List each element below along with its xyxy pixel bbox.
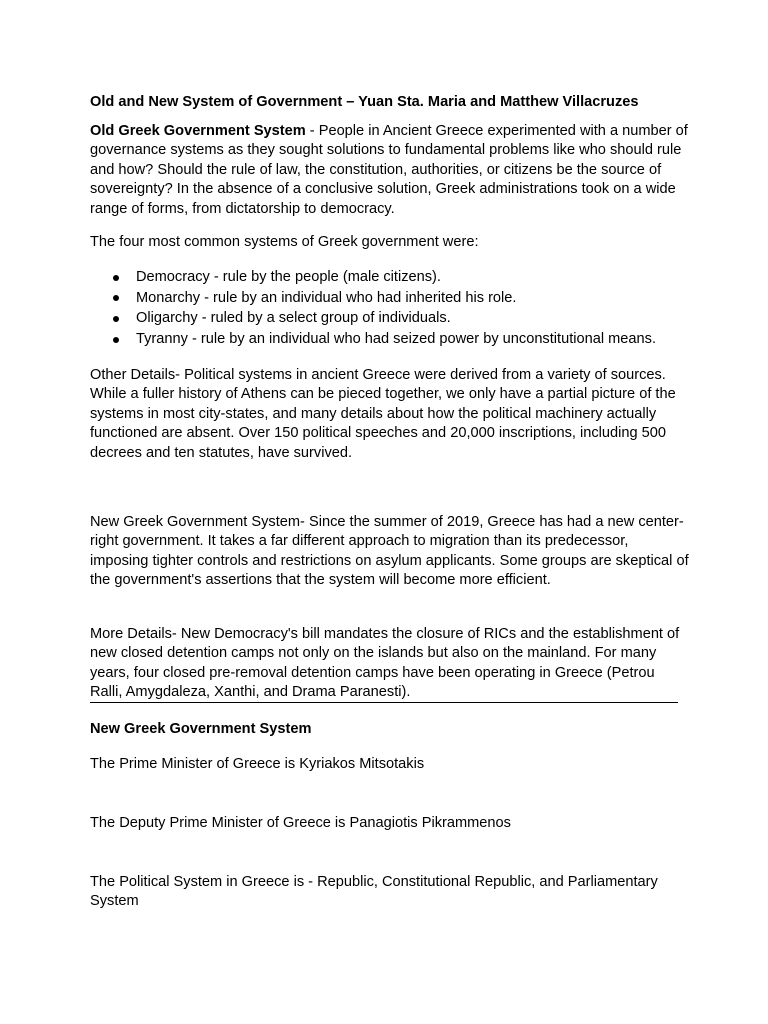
list-item xyxy=(90,288,690,309)
bullet-icon xyxy=(113,316,119,322)
horizontal-divider xyxy=(90,702,678,703)
new-system-paragraph: New Greek Government System- Since the summer of 2019, Greece has had a new center-right government. It takes a far different approach to migration than its predecessor, imposing tighter controls and restrictions on asylum applicants. Some groups are skeptical of the government's assertions that the system will become more efficient. xyxy=(90,514,689,589)
political-system-line: The Political System in Greece is - Republic, Constitutional Republic, and Parliamentary System xyxy=(90,874,658,910)
old-system-paragraph xyxy=(90,122,690,219)
systems-list xyxy=(90,267,690,350)
deputy-pm-line: The Deputy Prime Minister of Greece is Panagiotis Pikrammenos xyxy=(90,815,511,831)
list-item-text: Monarchy - rule by an individual who had inherited his role. xyxy=(136,289,517,306)
bullet-icon xyxy=(113,295,119,301)
four-systems-intro: The four most common systems of Greek government were: xyxy=(90,234,479,250)
list-item xyxy=(90,308,690,329)
document-title: Old and New System of Government – Yuan Sta. Maria and Matthew Villacruzes xyxy=(90,94,639,110)
new-system-section-heading: New Greek Government System xyxy=(90,721,312,737)
old-system-heading: Old Greek Government System xyxy=(90,123,306,139)
other-details-paragraph: Other Details- Political systems in ancient Greece were derived from a variety of sources. While a fuller history of Athens can be pieced together, we only have a partial picture of the systems in most city-states, and many details about how the political machinery actually functioned are absent. Over 150 political speeches and 20,000 inscriptions, including 500 decrees and ten statutes, have survived. xyxy=(90,367,676,461)
list-item xyxy=(90,329,690,350)
list-item-text: Tyranny - rule by an individual who had seized power by unconstitutional means. xyxy=(136,331,656,348)
prime-minister-line: The Prime Minister of Greece is Kyriakos Mitsotakis xyxy=(90,756,425,772)
list-item-text: Democracy - rule by the people (male citizens). xyxy=(136,269,441,285)
list-item-text: Oligarchy - ruled by a select group of individuals. xyxy=(136,310,451,327)
more-details-paragraph: More Details- New Democracy's bill mandates the closure of RICs and the establishment of new closed detention camps not only on the islands but also on the mainland. For many years, four closed pre-removal detention camps have been operating in Greece (Petrou Ralli, Amygdaleza, Xanthi, and Drama Paranesti). xyxy=(90,626,680,701)
bullet-icon xyxy=(113,275,119,281)
bullet-icon xyxy=(113,337,119,343)
list-item xyxy=(90,267,690,288)
old-system-text: - People in Ancient Greece experimented with a number of governance systems as they sought solutions to fundamental problems like who should rule and how? Should the rule of law, the constitution, authorities, or citizens be the source of sovereignty? In the absence of a conclusive solution, Greek administrations took on a wide range of forms, from dictatorship to democracy. xyxy=(90,123,688,217)
